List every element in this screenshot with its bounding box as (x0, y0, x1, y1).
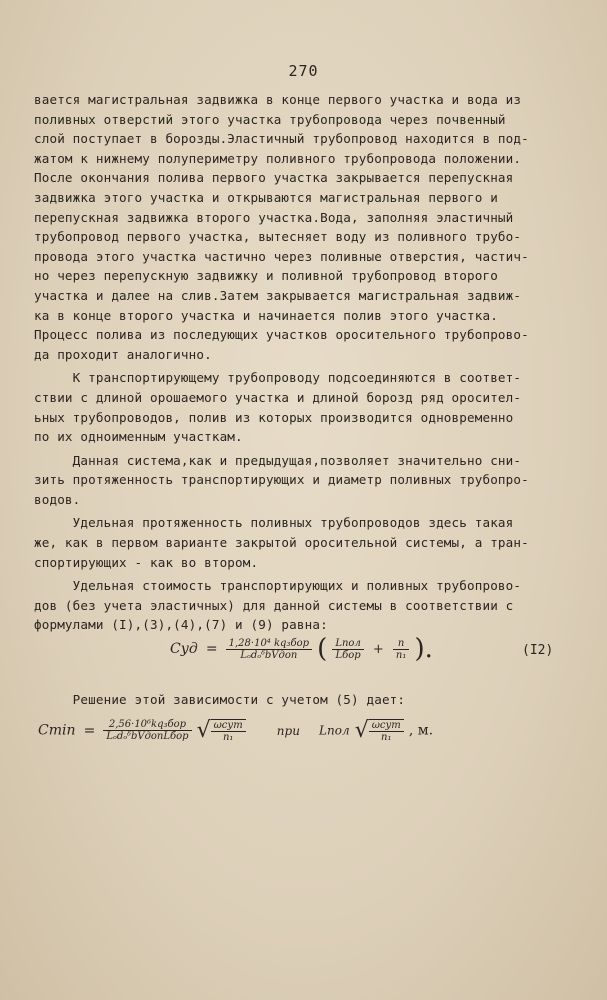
text-line: После окончания полива первого участка закрывается перепускная (34, 170, 514, 186)
sqrt1-denominator: n₁ (222, 731, 234, 743)
formula-12-term1 (332, 638, 363, 661)
text-line: слой поступает в борозды.Эластичный трубопровод находится в под- (34, 131, 529, 147)
text-line: водов. (34, 491, 81, 507)
formula-12-numerator: 1,28·10⁴ kq₃бор (226, 638, 312, 650)
text-line: ка в конце второго участка и начинается полив этого участка. (34, 307, 498, 323)
equals-sign: = (83, 722, 96, 739)
radical-sign: √ (354, 718, 369, 743)
close-paren: ). (414, 634, 433, 664)
text-line: Удельная протяженность поливных трубопроводов здесь такая (34, 515, 514, 531)
formula-min-numerator: 2,56·10⁶kq₃бор (103, 719, 191, 731)
text-line: провода этого участка частично через поливные отверстия, частич- (34, 248, 529, 264)
text-line: К транспортирующему трубопроводу подсоединяются в соответ- (34, 370, 522, 386)
open-paren: ( (317, 634, 328, 664)
sqrt-2 (355, 718, 404, 743)
text-line: зить протяженность транспортирующих и диаметр поливных трубопро- (34, 472, 529, 488)
text-line: да проходит аналогично. (34, 346, 212, 362)
text-line: дов (без учета эластичных) для данной системы в соответствии с (34, 597, 514, 613)
paragraph-5 (34, 576, 574, 635)
radical-sign: √ (196, 718, 211, 743)
formula-min-main-fraction (103, 719, 191, 742)
sqrt2-denominator: n₁ (381, 731, 392, 743)
sqrt-1 (197, 718, 246, 743)
formula-12-denominator: LₒdₒᵟbVдоп (240, 649, 298, 661)
plus-sign: + (372, 641, 384, 657)
formula-12-lhs: Cуд (170, 641, 198, 657)
text-line: формулами (I),(3),(4),(7) и (9) равна: (34, 617, 328, 633)
text-line: по их одноименным участкам. (34, 429, 243, 445)
text-line: же, как в первом варианте закрытой оросительной системы, а тран- (34, 535, 529, 551)
text-line: участка и далее на слив.Затем закрывается магистральная задвиж- (34, 287, 522, 303)
text-line: Удельная стоимость транспортирующих и поливных трубопрово- (34, 578, 522, 594)
text-line: спортирующих - как во втором. (34, 554, 259, 570)
formula-min-denominator: LₒdₒᵟbVдопLбор (106, 731, 189, 742)
text-line: Процесс полива из последующих участков оросительного трубопрово- (34, 327, 529, 343)
text-line: ствии с длиной орошаемого участка и длиной борозд ряд оросител- (34, 389, 522, 405)
paragraph-4 (34, 513, 574, 572)
paragraph-3 (34, 451, 574, 510)
term2-numerator: n (393, 638, 409, 650)
text-line: жатом к нижнему полупериметру поливного трубопровода положении. (34, 150, 522, 166)
term1-numerator: Lпол (332, 638, 363, 650)
solution-intro: Решение этой зависимости с учетом (5) дает: (34, 692, 406, 707)
formula-min-lhs: Cmin (38, 722, 76, 739)
text-line: трубопровод первого участка, вытесняет воду из поливного трубо- (34, 229, 522, 245)
page-number: 270 (288, 62, 319, 80)
sqrt2-numerator: ωсут (369, 720, 404, 732)
text-line: ьных трубопроводов, полив из которых производится одновременно (34, 409, 514, 425)
paragraph-1 (34, 90, 574, 364)
sqrt1-numerator: ωсут (211, 720, 246, 732)
formula-12-term2 (393, 638, 409, 661)
text-line: перепускная задвижка второго участка.Вода, заполняя эластичный (34, 209, 514, 225)
formula-12 (170, 634, 433, 664)
text-line: поливных отверстий этого участка трубопровода через почвенный (34, 111, 506, 127)
term1-denominator: Lбор (335, 649, 361, 661)
equals-sign: = (205, 641, 218, 657)
formula-min (38, 718, 433, 743)
pri-word: при (276, 723, 300, 738)
text-line: Данная система,как и предыдущая,позволяет значительно сни- (34, 452, 522, 468)
term2-denominator: n₁ (395, 649, 407, 661)
text-line: вается магистральная задвижка в конце первого участка и вода из (34, 92, 522, 107)
text-line: но через перепускную задвижку и поливной трубопровод второго (34, 268, 498, 284)
body-text (34, 90, 574, 635)
paragraph-2 (34, 368, 574, 446)
equation-number: (I2) (522, 643, 554, 658)
text-line: задвижка этого участка и открываются магистральная первого и (34, 189, 498, 205)
formula-12-main-fraction (226, 638, 312, 661)
formula-min-tail: , м. (408, 722, 434, 739)
lpol-symbol: Lпол (319, 723, 350, 738)
